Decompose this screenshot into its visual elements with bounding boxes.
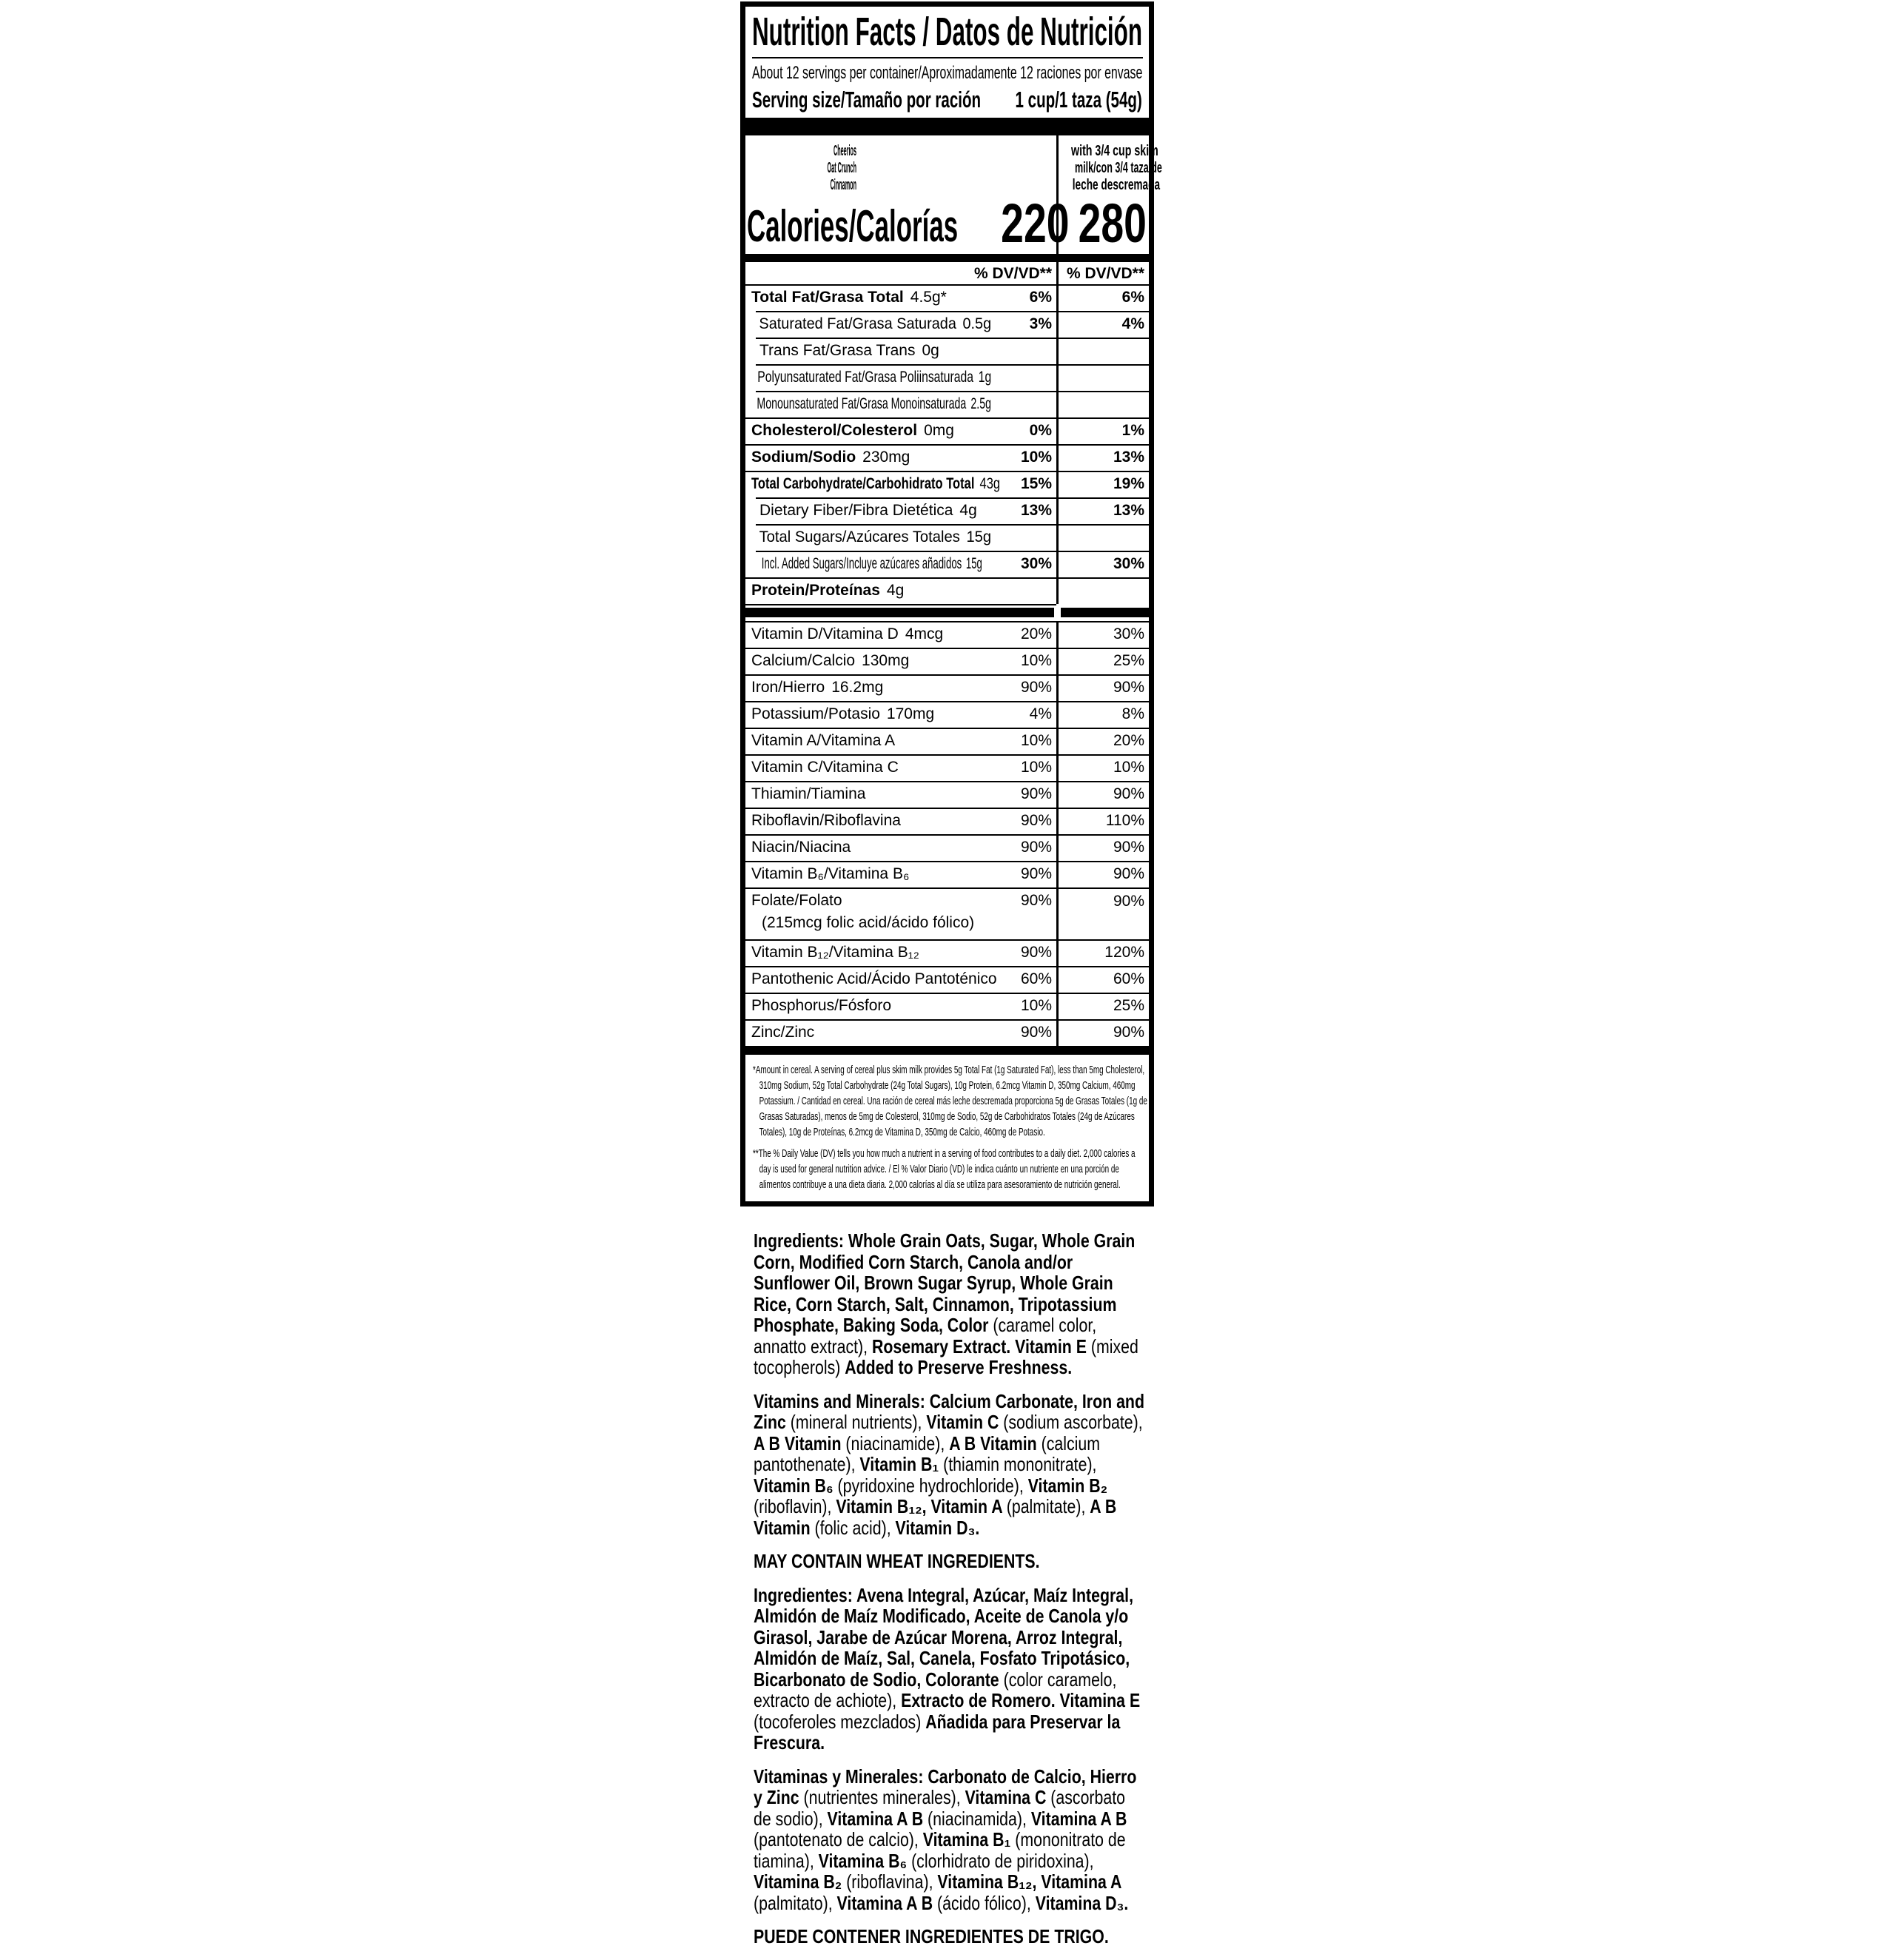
mid-black-bar-cereal [745, 604, 1056, 621]
nutrient-label-wrap [751, 502, 985, 520]
nutrient-label: Riboflavin/Riboflavina [751, 812, 901, 829]
allergen-es [754, 1926, 1146, 1947]
bold-text-segment: Vitamin C [926, 1411, 1004, 1433]
nutrient-row-label-cell [745, 444, 1056, 471]
bold-text-segment: Vitamina B₁ [922, 1828, 1016, 1850]
nutrient-row-label-cell [745, 648, 1056, 674]
nutrient-row-milk-cell [1056, 391, 1149, 417]
nutrient-row-milk-cell [1056, 551, 1149, 577]
regular-text-segment: (riboflavina), [846, 1870, 938, 1893]
regular-text-segment: (calcium pantothenate), [754, 1432, 1100, 1475]
nutrient-label-wrap [751, 865, 909, 883]
regular-text-segment: (palmitato), [754, 1891, 837, 1914]
footnote-amount-in-cereal: *Amount in cereal. A serving of cereal plus skim milk provides 5g Total Fat (1g Saturated Fat), less than 5mg Cholesterol, 310mg Sodium, 52g Total Carbohydrate (24g Total Sugars), 10g Protein, 6.2mcg Vitamin D, 350mg Calcium, 460mg Potassium. / Cantidad en cereal. Una ración de cereal más leche descremada proporciona 5g de Grasas Totales (1g de Grasas Saturadas), menos de 5mg de Colesterol, 310mg de Sodio, 52g de Carbohidratos Totales (24g de Azúcares Totales), 10g de Proteínas, 6.2mcg de Vitamina D, 350mg de Calcio, 460mg de Potasio. [753, 1064, 1147, 1138]
dv-milk-value: 6% [1121, 289, 1144, 306]
dv-milk-value: 90% [1113, 1024, 1144, 1041]
nutrient-amount: 0.5g [962, 315, 992, 332]
nutrient-label-wrap [751, 652, 909, 670]
nutrient-amount: 4g [959, 502, 977, 519]
vitamin-label-wrap [751, 892, 842, 910]
regular-text-segment: (pantotenato de calcio), [754, 1828, 923, 1850]
regular-text-segment: (mononitrato de tiamina), [754, 1828, 1126, 1872]
nutrient-row-milk-cell [1056, 834, 1149, 861]
bottom-separator-bar [745, 1046, 1149, 1055]
nutrient-row-milk-cell [1056, 577, 1149, 604]
nutrient-label-wrap [751, 422, 954, 440]
regular-text-segment: (clorhidrato de piridoxina), [911, 1849, 1094, 1872]
nutrient-label-wrap [751, 528, 990, 546]
footnotes [745, 1055, 1149, 1201]
dv-milk-value: 60% [1113, 970, 1144, 987]
bold-text-segment: A B Vitamin [949, 1432, 1042, 1454]
nutrient-row-milk-cell [1056, 311, 1149, 338]
nutrient-label-wrap [751, 732, 895, 750]
nutrient-label-wrap [751, 369, 992, 386]
vitamin-row-top [751, 887, 1052, 914]
nutrient-row-label-cell [745, 577, 1056, 604]
dv-milk-value: 25% [1113, 652, 1144, 669]
nutrient-label: Iron/Hierro [751, 679, 825, 696]
nutrient-label-wrap [751, 315, 992, 333]
milk-header-line: milk/con 3/4 taza de [1074, 160, 1162, 176]
nutrient-amount: 1g [978, 369, 992, 386]
nutrient-row-milk-cell [1056, 754, 1149, 781]
nutrient-row-label-cell [745, 471, 1056, 497]
dv-cereal-value: 10% [1020, 997, 1052, 1014]
nutrient-amount: 2.5g [970, 395, 991, 412]
dv-milk-value: 4% [1121, 315, 1144, 332]
dv-header-cereal-cell [745, 264, 1056, 284]
nutrient-row-milk-cell [1056, 701, 1149, 728]
nutrient-label: Niacin/Niacina [751, 839, 851, 856]
milk-column-header [1056, 135, 1162, 197]
ingredients-en [754, 1230, 1146, 1378]
nutrient-label: Potassium/Potasio [751, 705, 880, 722]
bold-text-segment: Vitamin B₂ [1027, 1474, 1108, 1497]
nutrient-row-label-cell [745, 417, 1056, 444]
nutrient-row-label-cell [745, 861, 1056, 887]
nutrient-label: Vitamin C/Vitamina C [751, 759, 899, 776]
dv-cereal-value: 90% [1020, 892, 1052, 909]
dv-header-milk: % DV/VD** [1066, 265, 1144, 282]
nutrient-label: Total Fat/Grasa Total [751, 289, 904, 306]
regular-text-segment: (thiamin mononitrate), [943, 1453, 1097, 1475]
nutrient-label: Phosphorus/Fósforo [751, 997, 892, 1014]
nutrient-row-milk-cell [1056, 338, 1149, 364]
nutrient-label: Pantothenic Acid/Ácido Pantoténico [751, 970, 997, 987]
bold-text-segment: Vitamina A B [836, 1891, 938, 1914]
bold-text-segment: Vitamina D₃. [1035, 1891, 1129, 1914]
dv-cereal-value: 20% [1020, 625, 1052, 642]
panel-header [745, 7, 1149, 118]
nutrient-label: Monounsaturated Fat/Grasa Monoinsaturada [757, 395, 967, 412]
serving-size-label: Serving size/Tamaño por ración [752, 87, 982, 113]
nutrient-row-label-cell [745, 621, 1056, 648]
nutrition-table [745, 135, 1162, 1046]
nutrient-amount: 16.2mg [831, 679, 884, 696]
nutrient-label: Protein/Proteínas [751, 582, 880, 599]
dv-milk-value: 13% [1113, 449, 1144, 466]
milk-header-line: with 3/4 cup skim [1071, 143, 1158, 159]
nutrient-label-wrap [751, 582, 904, 600]
dv-cereal-value: 90% [1020, 944, 1052, 961]
nutrient-row-milk-cell [1056, 648, 1149, 674]
nutrient-label-wrap [751, 970, 997, 988]
dv-cereal-value: 90% [1020, 812, 1052, 829]
dv-milk-value: 25% [1113, 997, 1144, 1014]
bold-text-segment: Vitamina B₂ [754, 1870, 847, 1893]
nutrient-label: Sodium/Sodio [751, 449, 856, 466]
nutrient-row-milk-cell [1056, 861, 1149, 887]
nutrient-row-milk-cell [1056, 284, 1149, 311]
calories-underbar-cereal [745, 252, 1056, 264]
vitamin-row-milk-cell [1056, 887, 1149, 939]
nutrient-row-milk-cell [1056, 524, 1149, 551]
regular-text-segment: (mixed tocopherols) [754, 1335, 1138, 1378]
bold-text-segment: Vitamina C [965, 1786, 1051, 1808]
servings-per-container: About 12 servings per container/Aproximadamente 12 raciones por envase [752, 63, 1143, 83]
regular-text-segment: (pyridoxine hydrochloride), [837, 1474, 1028, 1497]
nutrient-label: Incl. Added Sugars/Incluye azúcares añadidos [761, 555, 962, 572]
dv-cereal-value: 15% [1020, 475, 1052, 492]
bold-text-segment: Vitamins and Minerals: Calcium Carbonate, Iron and Zinc [754, 1389, 1144, 1433]
regular-text-segment: (ascorbato de sodio), [754, 1786, 1126, 1830]
nutrient-amount: 230mg [862, 449, 910, 466]
nutrient-label: Vitamin A/Vitamina A [751, 732, 896, 749]
regular-text-segment: (niacinamida), [928, 1807, 1031, 1830]
nutrient-label-wrap [751, 475, 1001, 493]
serving-size-value: 1 cup/1 taza (54g) [1015, 87, 1142, 113]
nutrient-row-milk-cell [1056, 781, 1149, 808]
dv-milk-value: 8% [1121, 705, 1144, 722]
nutrient-amount: 15g [966, 528, 992, 546]
bold-text-segment: Added to Preserve Freshness. [845, 1356, 1073, 1378]
vitamins-minerals-en [754, 1391, 1146, 1539]
nutrient-amount: 170mg [886, 705, 935, 722]
nutrient-row-label-cell [745, 338, 1056, 364]
regular-text-segment: (sodium ascorbate), [1003, 1411, 1143, 1433]
nutrient-row-milk-cell [1056, 1019, 1149, 1046]
bold-text-segment: A B Vitamin [754, 1432, 846, 1454]
nutrient-row-label-cell [745, 364, 1056, 391]
nutrient-amount: 4mcg [905, 625, 944, 642]
bold-text-segment: Vitamina B₆ [818, 1849, 912, 1872]
cereal-header-line: Oat Crunch [827, 160, 856, 176]
calories-row [745, 192, 1070, 254]
nutrient-label-wrap [751, 342, 948, 360]
nutrient-label-wrap [751, 449, 910, 466]
regular-text-segment: (caramel color, annatto extract), [754, 1314, 1097, 1357]
ingredients-es [754, 1585, 1146, 1753]
bold-text-segment: MAY CONTAIN WHEAT INGREDIENTS. [754, 1550, 1040, 1572]
nutrient-amount: 0mg [924, 422, 954, 439]
nutrient-label: Dietary Fiber/Fibra Dietética [759, 502, 953, 519]
dv-cereal-value: 90% [1020, 679, 1052, 696]
dv-cereal-value: 3% [1029, 315, 1052, 332]
dv-milk-value: 90% [1113, 679, 1144, 696]
nutrient-label-wrap [751, 555, 982, 573]
dv-cereal-value: 30% [1020, 555, 1052, 572]
nutrient-row-label-cell [745, 701, 1056, 728]
dv-milk-value: 20% [1113, 732, 1144, 749]
ingredients-section [754, 1230, 1146, 1960]
regular-text-segment: (color caramelo, extracto de achiote), [754, 1668, 1117, 1711]
nutrient-label-wrap [751, 289, 947, 306]
nutrient-label: Zinc/Zinc [751, 1024, 815, 1041]
dv-cereal-value: 60% [1020, 970, 1052, 987]
dv-cereal-value: 10% [1020, 652, 1052, 669]
dv-milk-value: 13% [1113, 502, 1144, 519]
nutrient-label: Cholesterol/Colesterol [751, 422, 918, 439]
nutrient-row-label-cell [745, 284, 1056, 311]
dv-milk-value: 19% [1113, 475, 1144, 492]
dv-cereal-value: 0% [1029, 422, 1052, 439]
bold-text-segment: Vitamin B₁ [859, 1453, 944, 1475]
nutrition-facts-panel [740, 1, 1162, 1206]
bar-shape [745, 254, 1056, 262]
dv-milk-value: 90% [1113, 839, 1144, 856]
bar-shape [1061, 608, 1149, 617]
dv-cereal-value: 90% [1020, 785, 1052, 802]
dv-cereal-value: 90% [1020, 839, 1052, 856]
bar-shape [1059, 254, 1149, 262]
nutrient-label: Polyunsaturated Fat/Grasa Poliinsaturada [757, 369, 973, 386]
bold-text-segment: Ingredientes: Avena Integral, Azúcar, Maíz Integral, Almidón de Maíz Modificado, Aceite de Canola y/o Girasol, Jarabe de Azúcar Morena, Arroz Integral, Almidón de Maíz, Sal, Canela, Fosfato Tripotásico, Bicarbonato de Sodio, Colorante [754, 1583, 1133, 1691]
header-divider [752, 57, 1143, 58]
nutrient-label: Total Sugars/Azúcares Totales [759, 528, 960, 546]
vitamin-row-label-cell [745, 887, 1056, 939]
dv-cereal-value: 13% [1020, 502, 1052, 519]
nutrient-label-wrap [751, 785, 865, 803]
nutrient-label: Trans Fat/Grasa Trans [759, 342, 916, 359]
bold-text-segment: A B Vitamin [754, 1495, 1117, 1539]
nutrient-label: Vitamin D/Vitamina D [751, 625, 899, 642]
regular-text-segment: (niacinamide), [845, 1432, 950, 1454]
bold-text-segment: Rosemary Extract. Vitamin E [871, 1335, 1091, 1357]
bar-shape [745, 608, 1054, 617]
nutrient-label-wrap [751, 759, 899, 776]
nutrient-label-wrap [751, 944, 919, 961]
calories-label: Calories/Calorías [747, 201, 959, 251]
nutrient-row-milk-cell [1056, 444, 1149, 471]
regular-text-segment: (folic acid), [814, 1516, 896, 1539]
vitamin-label: Folate/Folato [751, 892, 842, 909]
nutrient-row-label-cell [745, 1019, 1056, 1046]
calories-milk-cell [1056, 192, 1149, 254]
nutrient-row-label-cell [745, 993, 1056, 1019]
bold-text-segment: Vitamin D₃. [895, 1516, 980, 1539]
cereal-column-header [745, 135, 1056, 197]
nutrient-amount: 4g [886, 582, 905, 599]
dv-cereal-value: 10% [1020, 759, 1052, 776]
nutrient-row-label-cell [745, 551, 1056, 577]
nutrient-label: Thiamin/Tiamina [751, 785, 866, 802]
regular-text-segment: (riboflavin), [754, 1495, 836, 1517]
nutrient-row-milk-cell [1056, 939, 1149, 966]
nutrient-row-label-cell [745, 524, 1056, 551]
dv-cereal-value: 90% [1020, 1024, 1052, 1041]
nutrient-row-label-cell [745, 781, 1056, 808]
regular-text-segment: (nutrientes minerales), [803, 1786, 965, 1808]
nutrient-row-milk-cell [1056, 728, 1149, 754]
dv-milk-value: 110% [1105, 812, 1144, 829]
nutrient-row-label-cell [745, 754, 1056, 781]
nutrient-amount: 15g [965, 555, 982, 572]
nutrient-row-milk-cell [1056, 674, 1149, 701]
calories-underbar-milk [1056, 252, 1149, 264]
dv-cereal-value: 90% [1020, 865, 1052, 882]
nutrient-label: Total Carbohydrate/Carbohidrato Total [751, 475, 975, 492]
nutrient-amount: 4.5g* [910, 289, 947, 306]
nutrient-row-label-cell [745, 808, 1056, 834]
nutrient-amount: 130mg [862, 652, 910, 669]
nutrient-label-wrap [751, 679, 883, 697]
dv-milk-value: 90% [1113, 893, 1144, 910]
bold-text-segment: Vitamina B₁₂, Vitamina A [937, 1870, 1121, 1893]
nutrient-row-label-cell [745, 834, 1056, 861]
dv-header-cereal: % DV/VD** [973, 265, 1052, 282]
allergen-en [754, 1551, 1146, 1572]
vitamins-minerals-es [754, 1766, 1146, 1914]
dv-milk-value: 10% [1113, 759, 1144, 776]
cereal-header-line: Cinnamon [830, 177, 856, 193]
nutrient-row-label-cell [745, 391, 1056, 417]
nutrient-label: Calcium/Calcio [751, 652, 856, 669]
nutrient-row-milk-cell [1056, 497, 1149, 524]
regular-text-segment: (ácido fólico), [937, 1891, 1036, 1914]
bold-text-segment: Añadida para Preservar la Frescura. [754, 1710, 1121, 1753]
nutrient-label-wrap [751, 705, 934, 723]
nutrient-row-milk-cell [1056, 621, 1149, 648]
nutrient-row-label-cell [745, 939, 1056, 966]
nutrient-row-label-cell [745, 674, 1056, 701]
bold-text-segment: Ingredients: Whole Grain Oats, Sugar, Whole Grain Corn, Modified Corn Starch, Canola and/or Sunflower Oil, Brown Sugar Syrup, Whole Grain Rice, Corn Starch, Salt, Cinnamon, Tripotassium Phosphate, Baking Soda, Color [754, 1229, 1136, 1336]
milk-header-line: leche descremada [1072, 177, 1161, 193]
nutrient-row-milk-cell [1056, 471, 1149, 497]
nutrient-row-milk-cell [1056, 417, 1149, 444]
nutrient-label-wrap [751, 625, 943, 643]
dv-header-milk-cell [1056, 264, 1149, 284]
nutrient-label-wrap [751, 839, 851, 856]
bold-text-segment: PUEDE CONTENER INGREDIENTES DE TRIGO. [754, 1925, 1109, 1947]
nutrient-label-wrap [751, 395, 991, 413]
dv-milk-value: 90% [1113, 865, 1144, 882]
thick-separator-bar [745, 118, 1149, 135]
cereal-header-line: Cheerios [833, 143, 856, 159]
dv-cereal-value: 10% [1020, 732, 1052, 749]
footnote-daily-value: **The % Daily Value (DV) tells you how much a nutrient in a serving of food contributes to a daily diet. 2,000 calories a day is used for general nutrition advice. / El % Valor Diario (VD) le indica cuánto un nutriente en una porción de alimentos contribuye a una dieta diaria. 2,000 calorías al día se utiliza para asesoramiento de nutrición general. [753, 1147, 1136, 1191]
nutrient-row-milk-cell [1056, 993, 1149, 1019]
regular-text-segment: (palmitate), [1006, 1495, 1090, 1517]
calories-milk-value: 280 [1078, 192, 1147, 254]
nutrient-row-label-cell [745, 497, 1056, 524]
dv-cereal-value: 6% [1029, 289, 1052, 306]
dv-milk-value: 120% [1104, 944, 1144, 961]
dv-cereal-value: 4% [1029, 705, 1052, 722]
nutrient-row-milk-cell [1056, 808, 1149, 834]
serving-size-row [752, 85, 1142, 115]
dv-milk-value: 1% [1121, 422, 1144, 439]
dv-milk-value: 30% [1113, 555, 1144, 572]
nutrient-label-wrap [751, 997, 891, 1015]
calories-cereal-value: 220 [1001, 192, 1070, 254]
nutrient-row-label-cell [745, 966, 1056, 993]
dv-milk-value: 30% [1113, 625, 1144, 642]
regular-text-segment: (tocoferoles mezclados) [754, 1710, 926, 1733]
bold-text-segment: Vitamin B₆ [754, 1474, 838, 1497]
nutrient-row-label-cell [745, 728, 1056, 754]
nutrient-row-milk-cell [1056, 966, 1149, 993]
nutrient-label: Saturated Fat/Grasa Saturada [759, 315, 956, 332]
nutrient-amount: 43g [979, 475, 1001, 492]
nutrient-row-milk-cell [1056, 364, 1149, 391]
nutrient-amount: 0g [922, 342, 939, 359]
bold-text-segment: Vitamin B₁₂, Vitamin A [836, 1495, 1007, 1517]
bold-text-segment: Vitaminas y Minerales: Carbonato de Calcio, Hierro y Zinc [754, 1765, 1137, 1808]
bold-text-segment: Vitamina A B [1030, 1807, 1127, 1830]
bold-text-segment: Vitamina A B [827, 1807, 928, 1830]
dv-cereal-value: 10% [1020, 449, 1052, 466]
vitamin-note: (215mcg folic acid/ácido fólico) [762, 914, 975, 931]
nutrient-label: Vitamin B₆/Vitamina B₆ [751, 865, 910, 882]
dv-milk-value: 90% [1113, 785, 1144, 802]
mid-black-bar-milk [1056, 604, 1149, 621]
nutrient-label-wrap [751, 812, 901, 830]
nutrient-row-label-cell [745, 311, 1056, 338]
nutrient-label: Vitamin B₁₂/Vitamina B₁₂ [751, 944, 919, 961]
bold-text-segment: Extracto de Romero. Vitamina E [901, 1689, 1141, 1711]
nutrient-label-wrap [751, 1024, 814, 1041]
panel-title: Nutrition Facts / Datos de Nutrición [752, 10, 1143, 54]
regular-text-segment: (mineral nutrients), [790, 1411, 927, 1433]
